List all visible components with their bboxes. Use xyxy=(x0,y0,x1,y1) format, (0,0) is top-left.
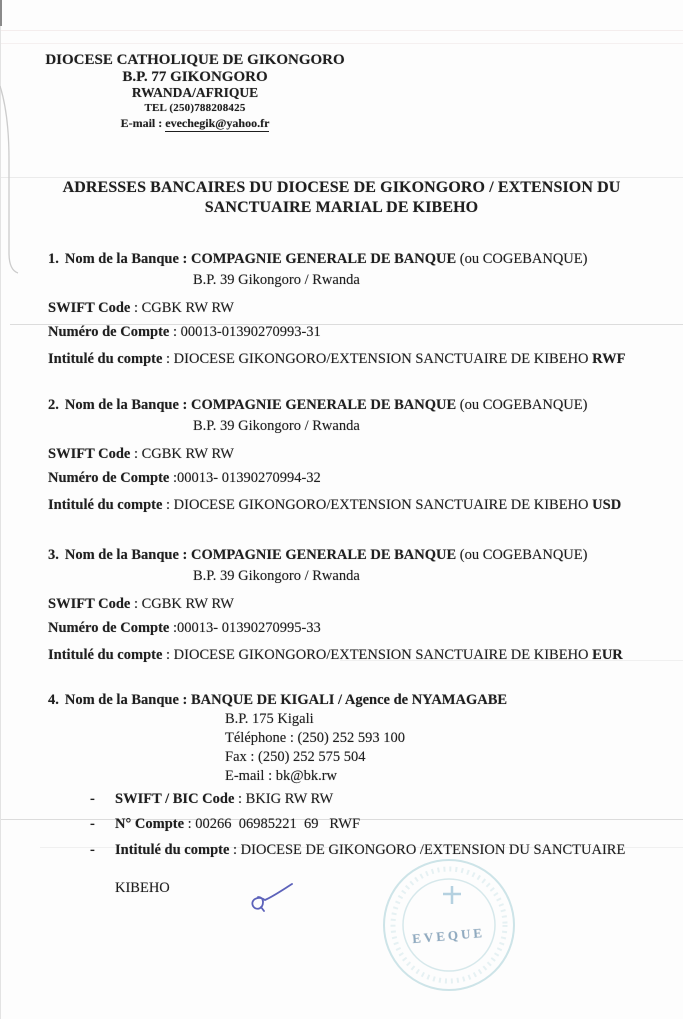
account-title-label: Intitulé du compte xyxy=(115,842,230,858)
account-row xyxy=(48,323,648,342)
account-label: Numéro de Compte xyxy=(48,470,170,486)
title-line-2: SANCTUAIRE MARIAL DE KIBEHO xyxy=(204,199,479,216)
account-label: N° Compte xyxy=(115,816,185,832)
org-country: RWANDA/AFRIQUE xyxy=(131,85,259,100)
email-label: E-mail : xyxy=(120,116,166,130)
swift-value: : CGBK RW RW xyxy=(130,446,234,462)
bank-address: B.P. 39 Gikongoro / Rwanda xyxy=(193,272,360,288)
swift-label: SWIFT Code xyxy=(48,300,131,316)
account-title-label: Intitulé du compte xyxy=(48,647,163,663)
account-title-row xyxy=(48,350,648,369)
account-value: :00013- 01390270994-32 xyxy=(169,470,321,486)
bank-name-row xyxy=(48,546,648,565)
account-title-value: : DIOCESE DE GIKONGORO /EXTENSION DU SANCTUAIRE xyxy=(229,842,626,858)
account-label: Numéro de Compte xyxy=(48,620,170,636)
bank-name-row xyxy=(48,250,648,269)
swift-value: : CGBK RW RW xyxy=(130,596,234,612)
bank-fax: Fax : (250) 252 575 504 xyxy=(225,749,366,765)
bank-name-row xyxy=(48,396,648,415)
account-row xyxy=(48,815,648,834)
bank-address: B.P. 39 Gikongoro / Rwanda xyxy=(193,418,360,434)
currency-code: RWF xyxy=(592,351,626,367)
bank-entry-3 xyxy=(48,546,648,665)
bank-address: B.P. 39 Gikongoro / Rwanda xyxy=(193,568,360,584)
swift-value: : BKIG RW RW xyxy=(234,791,334,807)
bank-name: COMPAGNIE GENERALE DE BANQUE xyxy=(187,397,457,413)
swift-row xyxy=(48,445,648,464)
dash-bullet: - xyxy=(90,791,95,807)
dash-bullet: - xyxy=(90,816,95,832)
field-label: Nom de la Banque : xyxy=(64,251,188,267)
swift-row xyxy=(48,790,648,809)
dash-bullet: - xyxy=(90,842,95,858)
swift-label: SWIFT / BIC Code xyxy=(115,791,235,807)
account-value: : 00266 06985221 69 RWF xyxy=(184,816,361,832)
bank-name-row xyxy=(48,691,648,710)
org-email-row xyxy=(20,117,370,130)
letterhead xyxy=(20,52,370,130)
org-name: DIOCESE CATHOLIQUE DE GIKONGORO xyxy=(45,52,345,68)
page-edge-shadow xyxy=(0,0,40,1019)
scan-artifact-line xyxy=(0,43,683,44)
stamp-text: EVEQUE xyxy=(411,924,486,947)
account-title-row xyxy=(48,646,648,665)
bank-name-alt: (ou COGEBANQUE) xyxy=(456,547,588,563)
org-po-box: B.P. 77 GIKONGORO xyxy=(122,69,268,85)
account-title-continuation: KIBEHO xyxy=(115,880,170,896)
bank-name: COMPAGNIE GENERALE DE BANQUE xyxy=(187,251,457,267)
bank-entry-4 xyxy=(48,691,648,936)
currency-code: EUR xyxy=(592,647,623,663)
field-label: Nom de la Banque : xyxy=(64,547,188,563)
account-row xyxy=(48,619,648,638)
entry-number: 3. xyxy=(48,547,59,563)
bank-entry-1 xyxy=(48,250,648,369)
bank-name: BANQUE DE KIGALI / Agence de NYAMAGABE xyxy=(187,692,508,708)
account-label: Numéro de Compte xyxy=(48,324,170,340)
account-title-value: : DIOCESE GIKONGORO/EXTENSION SANCTUAIRE DE KIBEHO xyxy=(162,497,593,513)
account-row xyxy=(48,469,648,488)
swift-label: SWIFT Code xyxy=(48,596,131,612)
swift-label: SWIFT Code xyxy=(48,446,131,462)
entry-number: 1. xyxy=(48,251,59,267)
swift-row xyxy=(48,299,648,318)
bank-entry-2 xyxy=(48,396,648,515)
account-title-value: : DIOCESE GIKONGORO/EXTENSION SANCTUAIRE DE KIBEHO xyxy=(162,351,593,367)
account-title-label: Intitulé du compte xyxy=(48,497,163,513)
bank-phone: Téléphone : (250) 252 593 100 xyxy=(225,730,406,746)
org-email: evechegik@yahoo.fr xyxy=(165,116,270,130)
entry-number: 4. xyxy=(48,692,59,708)
title-line-1: ADRESSES BANCAIRES DU DIOCESE DE GIKONGORO / EXTENSION DU xyxy=(62,179,621,196)
field-label: Nom de la Banque : xyxy=(64,692,188,708)
swift-value: : CGBK RW RW xyxy=(130,300,234,316)
bank-name: COMPAGNIE GENERALE DE BANQUE xyxy=(187,547,457,563)
swift-row xyxy=(48,595,648,614)
bank-address-line: B.P. 175 Kigali xyxy=(225,711,314,727)
scan-artifact-line xyxy=(0,30,683,31)
account-value: :00013- 01390270995-33 xyxy=(169,620,321,636)
account-title-label: Intitulé du compte xyxy=(48,351,163,367)
account-title-value: : DIOCESE GIKONGORO/EXTENSION SANCTUAIRE DE KIBEHO xyxy=(162,647,593,663)
bank-email: E-mail : bk@bk.rw xyxy=(225,768,338,784)
account-title-row xyxy=(48,841,648,936)
account-title-row xyxy=(48,496,648,515)
document-title xyxy=(0,178,683,218)
entry-number: 2. xyxy=(48,397,59,413)
bank-name-alt: (ou COGEBANQUE) xyxy=(456,397,588,413)
field-label: Nom de la Banque : xyxy=(64,397,188,413)
bank-name-alt: (ou COGEBANQUE) xyxy=(456,251,588,267)
currency-code: USD xyxy=(592,497,622,513)
org-phone: TEL (250)788208425 xyxy=(144,102,246,114)
account-value: : 00013-01390270993-31 xyxy=(169,324,321,340)
